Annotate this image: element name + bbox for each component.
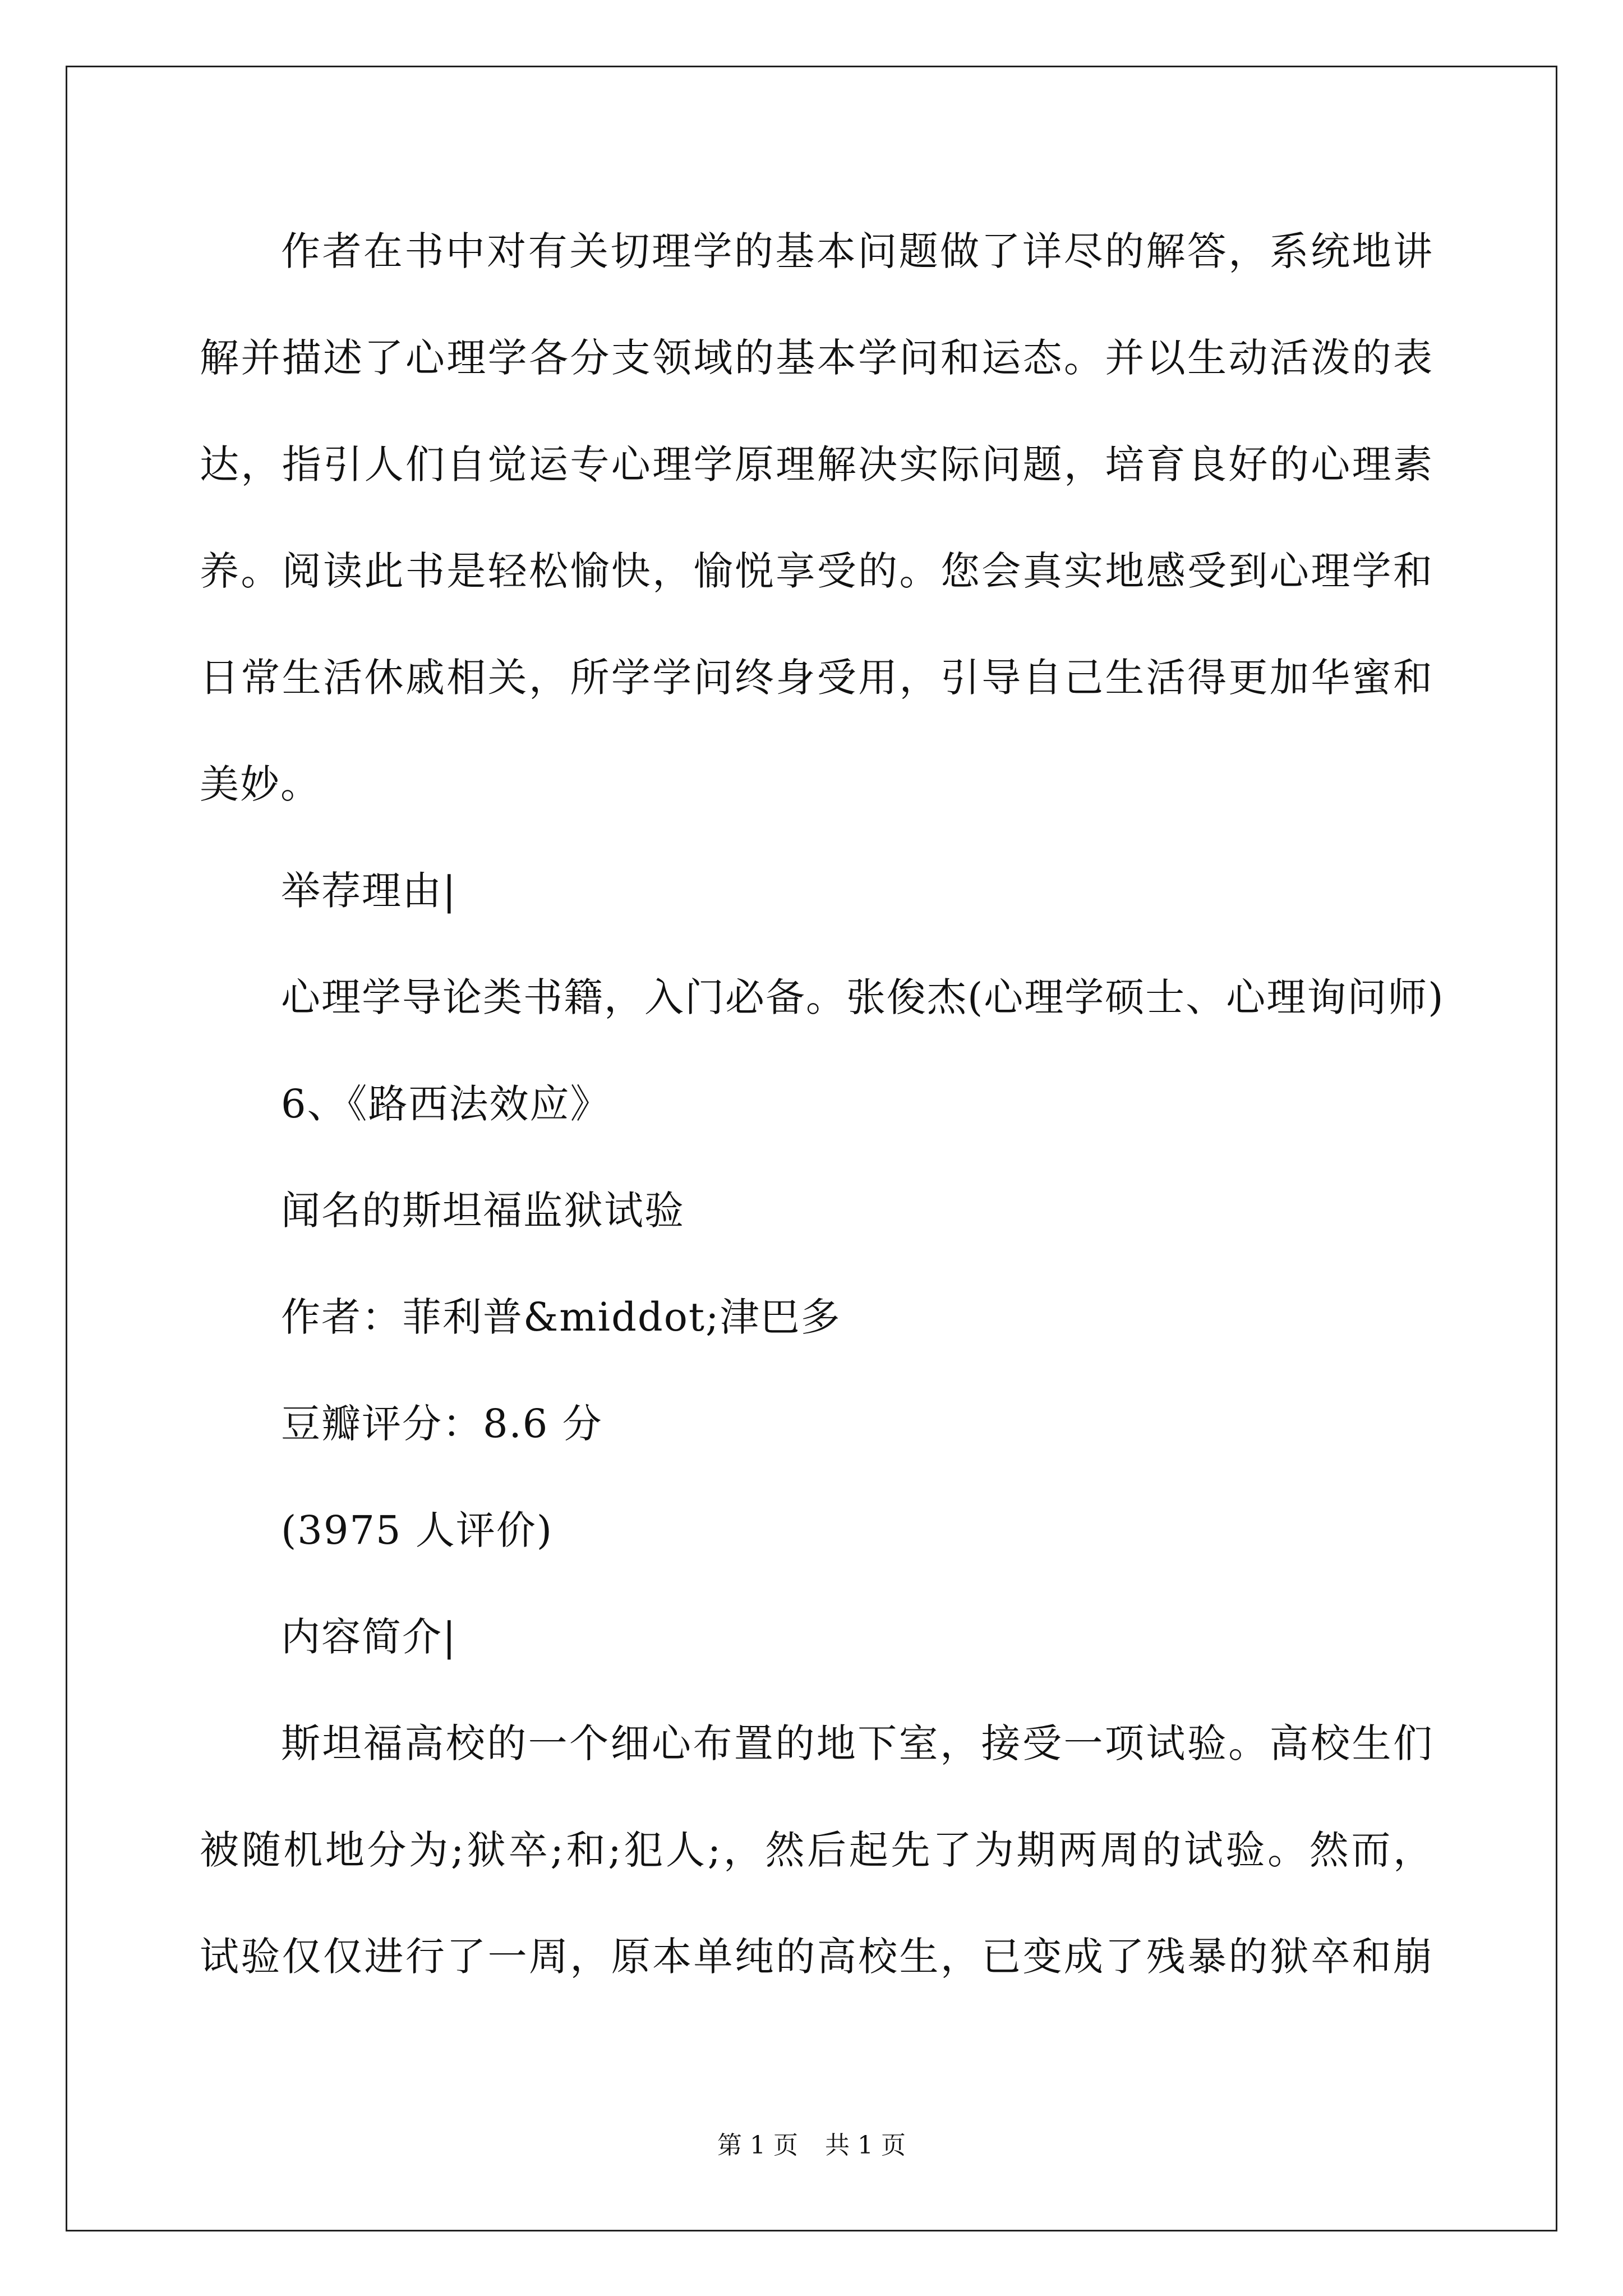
- recommend-text: 心理学导论类书籍，入门必备。张俊杰(心理学硕士、心理询问师): [281, 974, 1445, 1020]
- page-border: [66, 66, 1557, 2231]
- paragraph-1-line-2: 解并描述了心理学各分支领域的基本学问和运态。并以生动活泼的表: [200, 335, 1433, 381]
- paragraph-1-line-6: 美妙。: [200, 761, 321, 807]
- book-author: 作者：菲利普&middot;津巴多: [281, 1294, 841, 1340]
- book-subtitle: 闻名的斯坦福监狱试验: [281, 1188, 685, 1234]
- paragraph-2-line-3: 试验仅仅进行了一周，原本单纯的高校生，已变成了残暴的狱卒和崩: [200, 1934, 1433, 1980]
- paragraph-1-line-3: 达，指引人们自觉运专心理学原理解决实际问题，培育良好的心理素: [200, 441, 1433, 487]
- paragraph-1-line-5: 日常生活休戚相关，所学学问终身受用，引导自己生活得更加华蜜和: [200, 655, 1433, 701]
- page-number: 第 1 页: [717, 2131, 798, 2160]
- paragraph-1-line-1: 作者在书中对有关切理学的基本问题做了详尽的解答，系统地讲: [281, 228, 1433, 274]
- book-rating-count: (3975 人评价): [281, 1507, 554, 1553]
- page-total: 共 1 页: [825, 2131, 906, 2160]
- paragraph-1-line-4: 养。阅读此书是轻松愉快，愉悦享受的。您会真实地感受到心理学和: [200, 548, 1433, 594]
- book-title: 6、《路西法效应》: [281, 1081, 611, 1127]
- paragraph-2-line-2: 被随机地分为;狱卒;和;犯人;，然后起先了为期两周的试验。然而，: [200, 1827, 1433, 1873]
- summary-heading: 内容简介|: [281, 1614, 457, 1660]
- paragraph-2-line-1: 斯坦福高校的一个细心布置的地下室，接受一项试验。高校生们: [281, 1720, 1433, 1766]
- book-rating: 豆瓣评分：8.6 分: [281, 1401, 603, 1447]
- recommend-heading: 举荐理由|: [281, 868, 457, 914]
- page-footer: [0, 2129, 1623, 2162]
